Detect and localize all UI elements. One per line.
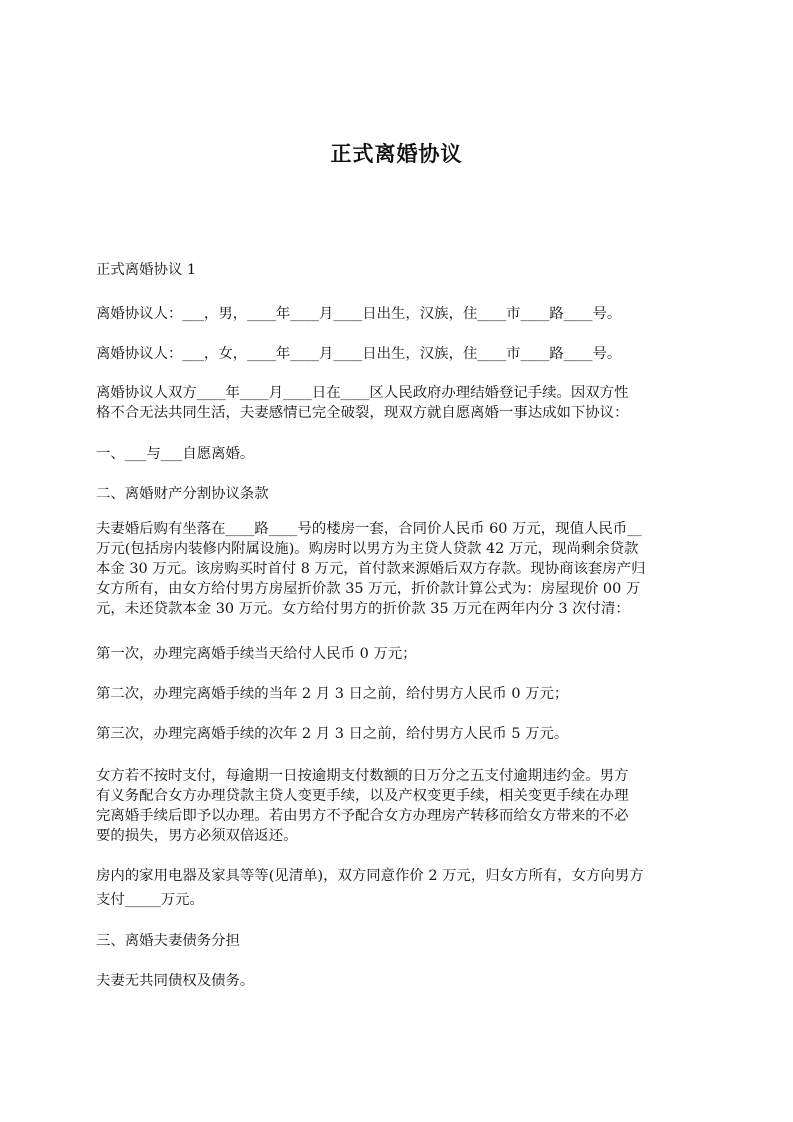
penalty-line: 有义务配合女方办理贷款主贷人变更手续，以及产权变更手续，相关变更手续在办理 — [96, 788, 629, 804]
furniture-paragraph — [96, 866, 711, 910]
preamble-line: 离婚协议人双方____年____月____日在____区人民政府办理结婚登记手续。因双方性 — [96, 385, 629, 401]
clause-1: 一、___与___自愿离婚。 — [96, 446, 255, 462]
preamble-line: 格不合无法共同生活，夫妻感情已完全破裂，现双方就自愿离婚一事达成如下协议： — [96, 405, 629, 421]
payment-third: 第三次，办理完离婚手续的次年 2 月 3 日之前，给付男方人民币 5 万元。 — [96, 726, 569, 742]
document-subtitle: 正式离婚协议 1 — [96, 262, 197, 278]
penalty-line: 完离婚手续后即予以办理。若由男方不予配合女方办理房产转移而给女方带来的不必 — [96, 808, 629, 824]
furniture-line: 支付_____万元。 — [96, 892, 204, 908]
payment-second: 第二次，办理完离婚手续的当年 2 月 3 日之前，给付男方人民币 0 万元； — [96, 686, 569, 702]
property-line: 元，未还贷款本金 30 万元。女方给付男方的折价款 35 万元在两年内分 3 次付清： — [96, 601, 630, 617]
penalty-paragraph — [96, 766, 711, 846]
party-husband-line: 离婚协议人：___，男，____年____月____日出生，汉族，住____市____路____号。 — [96, 306, 622, 322]
furniture-line: 房内的家用电器及家具等等(见清单)，双方同意作价 2 万元，归女方所有，女方向男方 — [96, 868, 644, 884]
property-line: 万元(包括房内装修内附属设施)。购房时以男方为主贷人贷款 42 万元，现尚剩余贷款 — [96, 541, 639, 557]
property-line: 夫妻婚后购有坐落在____路____号的楼房一套，合同价人民币 60 万元，现值人民币__ — [96, 521, 642, 537]
clause-2-heading: 二、离婚财产分割协议条款 — [96, 486, 269, 502]
property-paragraph — [96, 519, 711, 619]
payment-first: 第一次，办理完离婚手续当天给付人民币 0 万元； — [96, 646, 417, 662]
party-wife-line: 离婚协议人：___，女，____年____月____日出生，汉族，住____市____路____号。 — [96, 346, 622, 362]
document-title: 正式离婚协议 — [330, 142, 463, 166]
debts-statement: 夫妻无共同债权及债务。 — [96, 973, 255, 989]
property-line: 本金 30 万元。该房购买时首付 8 万元，首付款来源婚后双方存款。现协商该套房产归 — [96, 561, 646, 577]
clause-3-heading: 三、离婚夫妻债务分担 — [96, 933, 240, 949]
penalty-line: 女方若不按时支付，每逾期一日按逾期支付数额的日万分之五支付逾期违约金。男方 — [96, 768, 629, 784]
preamble-paragraph — [96, 383, 711, 423]
property-line: 女方所有，由女方给付男方房屋折价款 35 万元，折价款计算公式为：房屋现价 00 万 — [96, 581, 641, 597]
penalty-line: 要的损失，男方必须双倍返还。 — [96, 828, 298, 844]
